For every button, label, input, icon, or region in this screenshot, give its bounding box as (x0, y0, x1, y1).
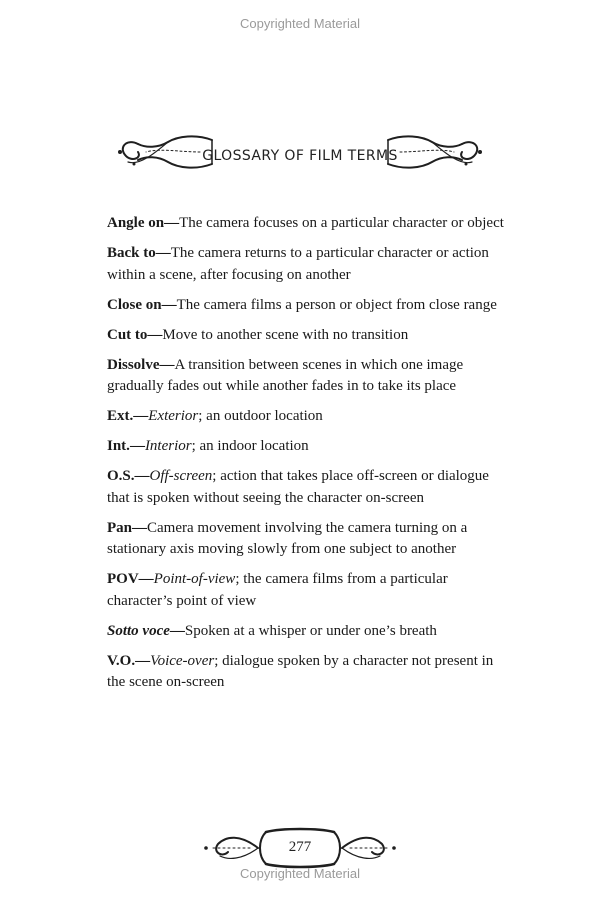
glossary-definition: Move to another scene with no transition (162, 326, 409, 343)
glossary-entry: POV—Point-of-view; the camera films from a particular character’s point of view (107, 571, 448, 609)
glossary-term: Dissolve (107, 356, 160, 373)
glossary-definition: ; an indoor location (191, 438, 309, 454)
glossary-list (107, 213, 507, 702)
glossary-term: POV (107, 571, 139, 587)
glossary-entry: Dissolve—A transition between scenes in which one image gradually fades out while another fades in to take its place (107, 356, 464, 394)
glossary-definition: Spoken at a whisper or under one’s breath (184, 622, 437, 639)
glossary-term: Cut to (107, 326, 148, 343)
glossary-expansion: Interior (144, 438, 192, 454)
glossary-definition: The camera focuses on a particular character or object (179, 215, 504, 231)
glossary-definition: ; dialogue spoken by a character not present in the scene on-screen (107, 652, 494, 690)
glossary-expansion: Exterior (148, 408, 199, 424)
glossary-term: Angle on (107, 215, 165, 231)
glossary-entry: Back to—The camera returns to a particular character or action within a scene, after focusing on another (107, 245, 489, 283)
glossary-term: V.O. (107, 652, 136, 669)
glossary-definition: The camera returns to a particular character or action within a scene, after focusing on another (107, 245, 489, 283)
glossary-entry: V.O.—Voice-over; dialogue spoken by a character not present in the scene on-screen (107, 652, 494, 690)
glossary-expansion: Voice-over (150, 652, 215, 669)
copyright-watermark-bottom: Copyrighted Material (240, 866, 360, 881)
glossary-entry: O.S.—Off-screen; action that takes place off-screen or dialogue that is spoken without seeing the character on-screen (107, 468, 489, 506)
glossary-term: Sotto voce (107, 622, 170, 639)
glossary-entry: Cut to—Move to another scene with no transition (107, 326, 409, 343)
glossary-definition: ; action that takes place off-screen or dialogue that is spoken without seeing the character on-screen (107, 468, 489, 506)
glossary-term: Ext. (107, 408, 134, 424)
glossary-expansion: Off-screen (149, 468, 213, 484)
glossary-expansion: Point-of-view (153, 571, 236, 587)
glossary-term: Back to (107, 245, 156, 261)
glossary-definition: ; an outdoor location (198, 408, 323, 424)
glossary-entry: Pan—Camera movement involving the camera turning on a stationary axis moving slowly from one subject to another (107, 519, 468, 557)
page-number: 277 (288, 839, 312, 855)
glossary-term: Int. (107, 438, 130, 454)
glossary-term: O.S. (107, 468, 135, 484)
glossary-definition: The camera films a person or object from close range (176, 296, 497, 313)
glossary-entry: Ext.—Exterior; an outdoor location (107, 408, 323, 424)
glossary-entry: Angle on—The camera focuses on a particular character or object (107, 215, 504, 231)
glossary-entry: Sotto voce—Spoken at a whisper or under one’s breath (107, 622, 437, 639)
glossary-definition: A transition between scenes in which one image gradually fades out while another fades in to take its place (107, 356, 464, 394)
page-title: GLOSSARY OF FILM TERMS (202, 148, 398, 165)
copyright-watermark-top: Copyrighted Material (240, 16, 360, 31)
glossary-entry: Int.—Interior; an indoor location (107, 438, 309, 454)
glossary-term: Pan (107, 519, 133, 536)
glossary-term: Close on (107, 296, 162, 313)
glossary-definition: ; the camera films from a particular character’s point of view (107, 571, 448, 609)
glossary-entry: Close on—The camera films a person or object from close range (107, 296, 497, 313)
glossary-definition: Camera movement involving the camera turning on a stationary axis moving slowly from one subject to another (107, 519, 468, 557)
